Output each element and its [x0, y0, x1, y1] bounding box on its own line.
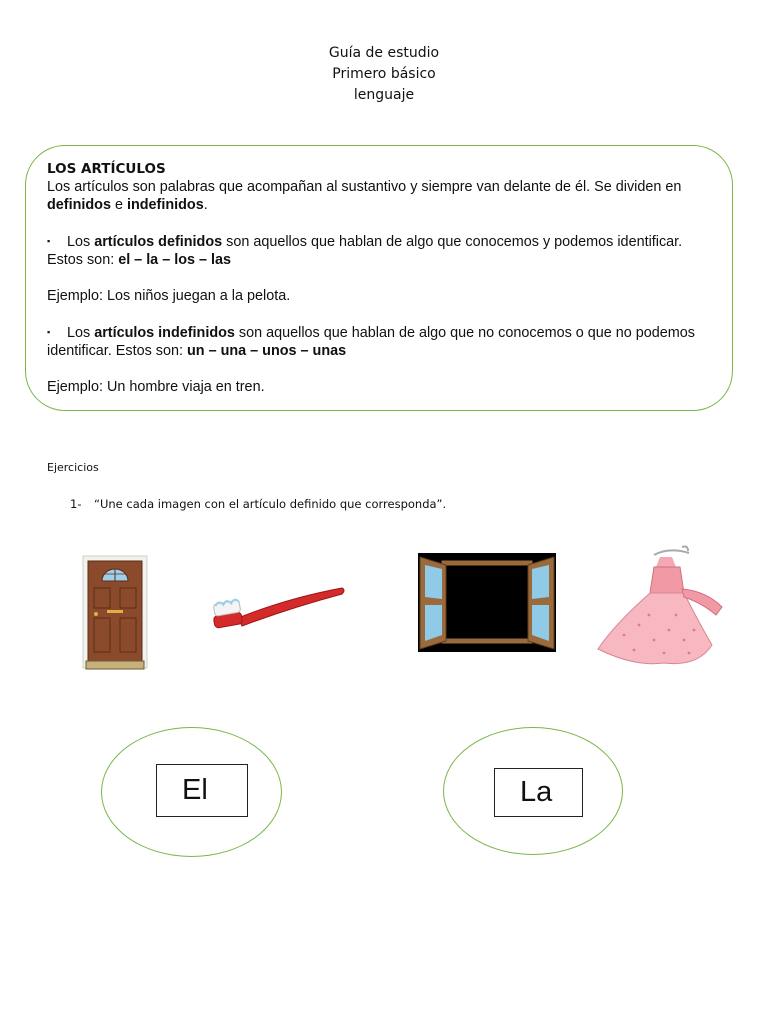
- def-text-2: son aquellos que hablan de algo que conocemos y podemos identificar. Estos son:: [47, 234, 683, 268]
- definite-articles-list: el – la – los – las: [118, 252, 231, 268]
- intro-paragraph: [47, 178, 717, 214]
- exercises-title: Ejercicios: [47, 461, 99, 474]
- indef-text-1: Los: [67, 325, 95, 341]
- indef-text-2: son aquellos que hablan de algo que no conocemos o que no podemos identificar. Estos son:: [47, 325, 695, 359]
- intro-text-2: e: [110, 197, 127, 213]
- bullet-icon: ▪: [47, 236, 51, 246]
- window-image: [418, 553, 556, 652]
- def-bold: artículos definidos: [94, 234, 223, 250]
- indefinite-example: Ejemplo: Un hombre viaja en tren.: [47, 379, 265, 395]
- definite-example: Ejemplo: Los niños juegan a la pelota.: [47, 288, 291, 304]
- exercise-instruction: “Une cada imagen con el artículo definido que corresponda”.: [94, 497, 447, 511]
- intro-text-1: Los artículos son palabras que acompañan al sustantivo y siempre van delante de él. Se dividen en: [47, 179, 682, 195]
- intro-text-3: .: [203, 197, 208, 213]
- intro-bold-indefinidos: indefinidos: [126, 197, 204, 213]
- definite-articles-paragraph: [47, 232, 717, 269]
- header-grade: Primero básico: [332, 66, 436, 82]
- door-image: [78, 554, 152, 672]
- toothbrush-image: [208, 578, 348, 632]
- header-title: Guía de estudio: [328, 45, 440, 61]
- box-title: LOS ARTÍCULOS: [47, 161, 166, 177]
- article-box-la: La: [494, 768, 583, 817]
- def-text-1: Los: [67, 234, 95, 250]
- article-box-el: El: [156, 764, 248, 817]
- indef-bold: artículos indefinidos: [94, 325, 235, 341]
- intro-bold-definidos: definidos: [47, 197, 111, 213]
- exercise-item: [70, 497, 446, 511]
- dress-image: [594, 545, 730, 667]
- page-header: [0, 43, 768, 106]
- header-subject: lenguaje: [353, 87, 415, 103]
- exercise-number: 1-: [70, 497, 82, 511]
- indefinite-articles-list: un – una – unos – unas: [186, 343, 347, 359]
- indefinite-articles-paragraph: [47, 323, 717, 360]
- bullet-icon: ▪: [47, 327, 51, 337]
- articles-explanation-box: [25, 145, 733, 411]
